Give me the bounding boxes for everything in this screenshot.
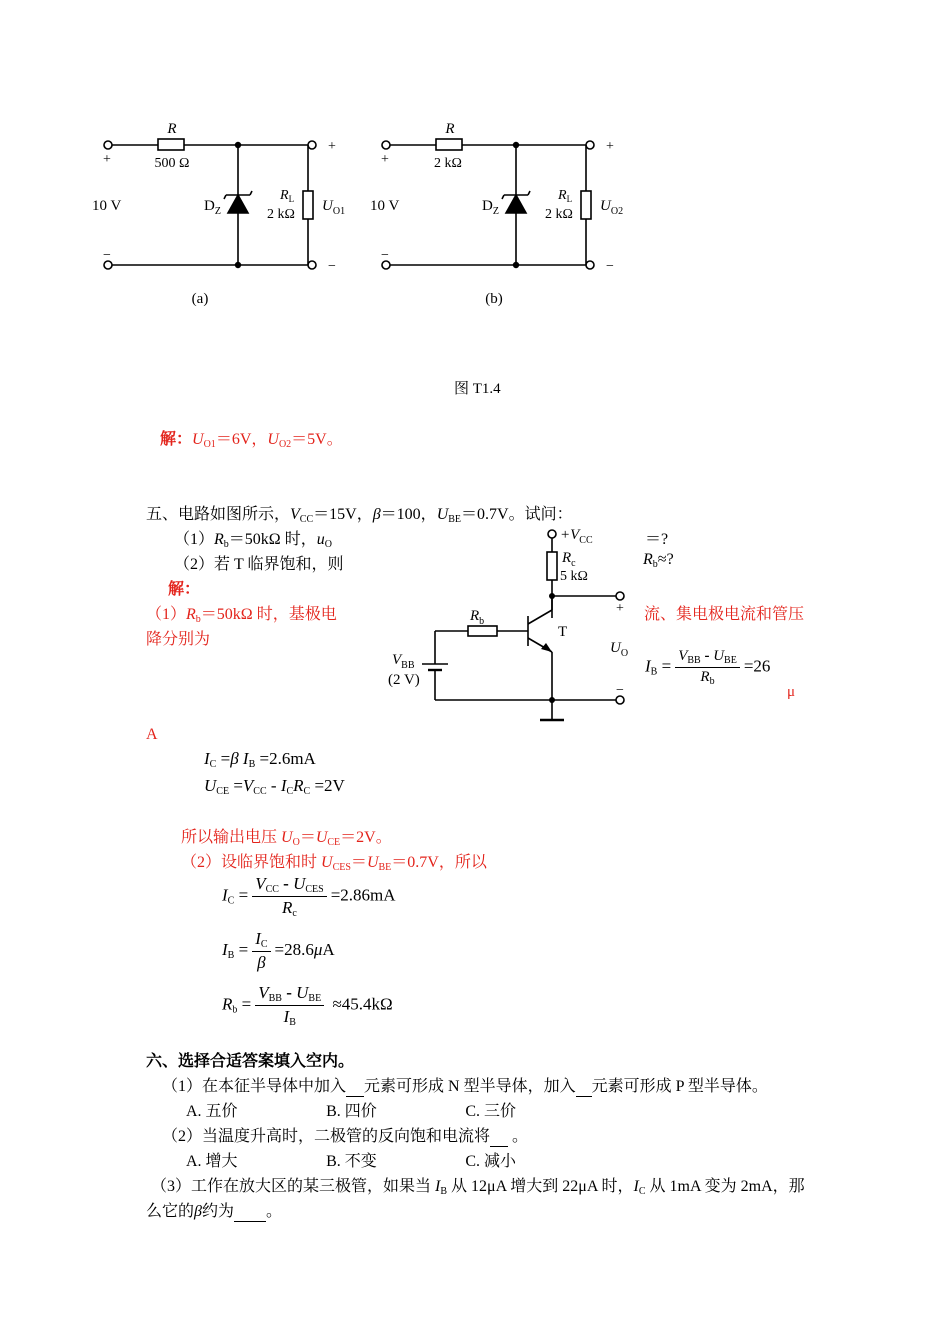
transistor-circuit-diagram	[380, 518, 640, 728]
circuit-a-rl-name: $R_L$	[280, 188, 295, 204]
circuit-b-plus-left: +	[381, 152, 389, 167]
problem-six-q2: （2）当温度升高时，二极管的反向饱和电流将 。	[162, 1128, 529, 1145]
equation-ic: $I_C =\beta$ $I_B =2.6mA$	[204, 749, 316, 770]
output-voltage-line: 所以输出电压 $U_O=U_{CE}=2V$。	[181, 829, 392, 848]
circuit-a-r-name: R	[167, 121, 177, 137]
circuit-a-rl-value: 2 kΩ	[267, 207, 295, 222]
circuit-b-diagram	[368, 115, 638, 315]
circuit-rb-label: $R_b$	[470, 608, 485, 627]
ib-unit-mu: μ	[787, 684, 796, 700]
solution-label: 解：	[168, 581, 201, 598]
equation-ib-sat: $I_B$ = $\frac{I_C}{\beta}$ =28.6μA	[222, 929, 335, 972]
problem-five-intro: 五、电路如图所示，$V_{CC}=15V$，β＝100，$U_{BE}=0.7V$。试问：	[146, 506, 573, 525]
circuit-b-rl-value: 2 kΩ	[545, 207, 573, 222]
option-a[interactable]: A. 五价	[186, 1103, 238, 1120]
circuit-a-minus-left: −	[103, 248, 111, 263]
circuit-b-minus-left: −	[381, 248, 389, 263]
circuit-rc-label: $R_c$	[562, 550, 576, 569]
solution-one-right: 流、集电极电流和管压	[644, 606, 805, 623]
circuit-b-minus-right: −	[606, 259, 614, 274]
circuit-a-plus-right: +	[328, 139, 336, 154]
circuit-vbb-value: (2 V)	[388, 672, 420, 688]
circuit-uo-label: $U_O$	[610, 640, 629, 659]
solution-one-cont: 降分别为	[146, 631, 211, 648]
circuit-a-source: 10 V	[92, 198, 122, 214]
solution-two-line: （2）设临界饱和时 $U_{CES}=U_{BE}=0.7V$，所以	[181, 854, 487, 873]
circuit-b-rl-name: $R_L$	[558, 188, 573, 204]
circuit-plus: +	[616, 601, 624, 616]
problem-six-title: 六、选择合适答案填入空内。	[146, 1053, 355, 1070]
circuit-a-r-value: 500 Ω	[154, 156, 190, 171]
problem-six-q1-options	[186, 1098, 516, 1121]
circuit-b-label: (b)	[485, 291, 503, 307]
circuit-rc-value: 5 kΩ	[560, 569, 588, 584]
circuit-b-source: 10 V	[370, 198, 400, 214]
problem-six-q3: （3）工作在放大区的某三极管，如果当 $I_B$ 从 12μA 增大到 22μA 时，$I_C$ 从 1mA 变为 2mA，那	[151, 1178, 805, 1197]
equation-ib: $I_B$ = $\frac{V_{BB} - U_{BE}}{R_b}$ =26	[645, 648, 771, 687]
solution-one-line: $(1)R_b=50k\Omega$ 时，基极电	[146, 606, 337, 625]
circuit-a-diagram	[90, 115, 360, 315]
problem-six-q2-options	[186, 1148, 516, 1171]
ib-unit-a: A	[146, 726, 158, 743]
answer-four: 解：$U_{O1}=6V$，$U_{O2}=5V$。	[160, 431, 343, 450]
circuit-a-label: (a)	[191, 291, 209, 307]
equation-ic-sat: $I_C$ = $\frac{V_{CC} - U_{CES}}{R_c}$ =2.86mA	[222, 874, 396, 919]
figure-caption: 图 T1.4	[454, 381, 501, 397]
circuit-b-r-name: R	[445, 121, 455, 137]
circuit-b-plus-right: +	[606, 139, 614, 154]
option-a[interactable]: A. 增大	[186, 1153, 238, 1170]
circuit-a-out: $U_{O1}$	[322, 198, 346, 217]
problem-five-q2: （2）若 T 临界饱和，则	[174, 556, 344, 573]
circuit-minus: −	[616, 683, 624, 698]
circuit-a-minus-right: −	[328, 259, 336, 274]
option-c[interactable]: C. 三价	[465, 1103, 516, 1120]
circuit-a-plus-left: +	[103, 152, 111, 167]
option-c[interactable]: C. 减小	[465, 1153, 516, 1170]
circuit-a-dz: $D_Z$	[204, 198, 221, 217]
circuit-t-label: T	[558, 624, 568, 640]
circuit-b-out: $U_{O2}$	[600, 198, 624, 217]
problem-five-q1-end: ＝?	[645, 531, 669, 548]
circuit-vcc-label: $+V_{CC}$	[560, 527, 593, 546]
problem-five-q1: $(1)R_b=50k\Omega$ 时，$u_O$	[174, 531, 332, 550]
circuit-b-r-value: 2 kΩ	[434, 156, 462, 171]
circuit-b-dz: $D_Z$	[482, 198, 499, 217]
problem-six-q1: （1）在本征半导体中加入 元素可形成 N 型半导体，加入 元素可形成 P 型半导体。	[162, 1078, 768, 1095]
problem-six-q3-cont: 么它的β约为 。	[146, 1203, 283, 1220]
circuit-vbb-label: $V_{BB}$	[392, 652, 415, 671]
option-b[interactable]: B. 不变	[326, 1153, 377, 1170]
equation-rb-sat: $R_b$ = $\frac{V_{BB} - U_{BE}}{I_B}$ ≈45.4kΩ	[222, 983, 393, 1028]
equation-uce: $U_{CE} =V_{CC} - I_CR_C =2V$	[204, 776, 345, 797]
problem-five-q2-end: $R_b\approx$?	[643, 551, 674, 570]
option-b[interactable]: B. 四价	[326, 1103, 377, 1120]
